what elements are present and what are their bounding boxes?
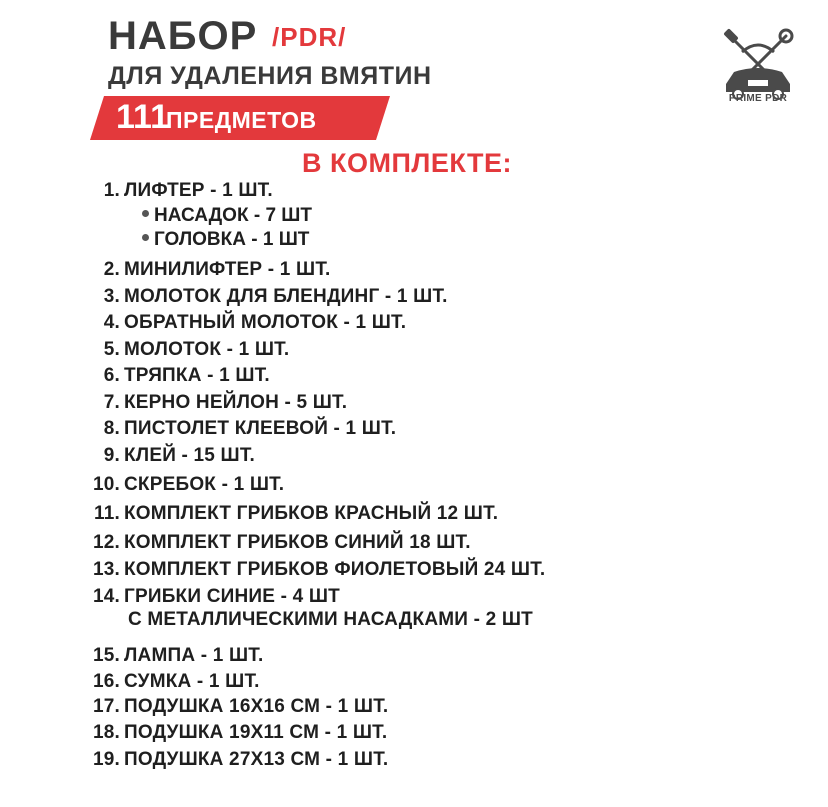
page-subtitle: ДЛЯ УДАЛЕНИЯ ВМЯТИН — [108, 62, 432, 90]
count-number: 111 — [116, 98, 169, 136]
count-label: ПРЕДМЕТОВ — [166, 107, 317, 133]
list-item: 9. КЛЕЙ - 15 ШТ. — [103, 445, 255, 466]
list-item: 8. ПИСТОЛЕТ КЛЕЕВОЙ - 1 ШТ. — [103, 418, 397, 439]
list-item: 16. СУМКА - 1 ШТ. — [92, 671, 260, 692]
list-item: 7. КЕРНО НЕЙЛОН - 5 ШТ. — [103, 392, 348, 413]
section-heading: В КОМПЛЕКТЕ: — [302, 148, 512, 178]
list-item: 18. ПОДУШКА 19Х11 СМ - 1 ШТ. — [92, 722, 388, 743]
list-item: 15. ЛАМПА - 1 ШТ. — [92, 645, 264, 666]
list-item: 4. ОБРАТНЫЙ МОЛОТОК - 1 ШТ. — [103, 312, 407, 333]
logo-text: PRIME PDR — [728, 93, 788, 104]
list-item: 3. МОЛОТОК ДЛЯ БЛЕНДИНГ - 1 ШТ. — [103, 286, 448, 307]
bullet-icon — [142, 234, 149, 241]
list-item: 19. ПОДУШКА 27Х13 СМ - 1 ШТ. — [92, 749, 389, 770]
list-item: 1. ЛИФТЕР - 1 ШТ. — [103, 180, 273, 201]
list-item: 10. СКРЕБОК - 1 ШТ. — [92, 474, 285, 495]
list-item: 14. ГРИБКИ СИНИЕ - 4 ШТ — [92, 586, 340, 607]
sub-list-item: ГОЛОВКА - 1 ШТ — [142, 229, 309, 251]
bullet-icon — [142, 210, 149, 217]
list-item: 11. КОМПЛЕКТ ГРИБКОВ КРАСНЫЙ 12 ШТ. — [94, 503, 499, 524]
list-item-continuation: С МЕТАЛЛИЧЕСКИМИ НАСАДКАМИ - 2 ШТ — [128, 609, 533, 630]
list-item: 12. КОМПЛЕКТ ГРИБКОВ СИНИЙ 18 ШТ. — [92, 532, 471, 553]
list-item: 5. МОЛОТОК - 1 ШТ. — [103, 339, 290, 360]
list-item: 13. КОМПЛЕКТ ГРИБКОВ ФИОЛЕТОВЫЙ 24 ШТ. — [92, 559, 546, 580]
page-title: НАБОР — [108, 14, 258, 58]
title-tag: /PDR/ — [272, 22, 347, 52]
sub-list-item: НАСАДОК - 7 ШТ — [142, 205, 312, 227]
list-item: 6. ТРЯПКА - 1 ШТ. — [103, 365, 270, 386]
list-item: 2. МИНИЛИФТЕР - 1 ШТ. — [103, 259, 331, 280]
list-item: 17. ПОДУШКА 16Х16 СМ - 1 ШТ. — [92, 696, 389, 717]
